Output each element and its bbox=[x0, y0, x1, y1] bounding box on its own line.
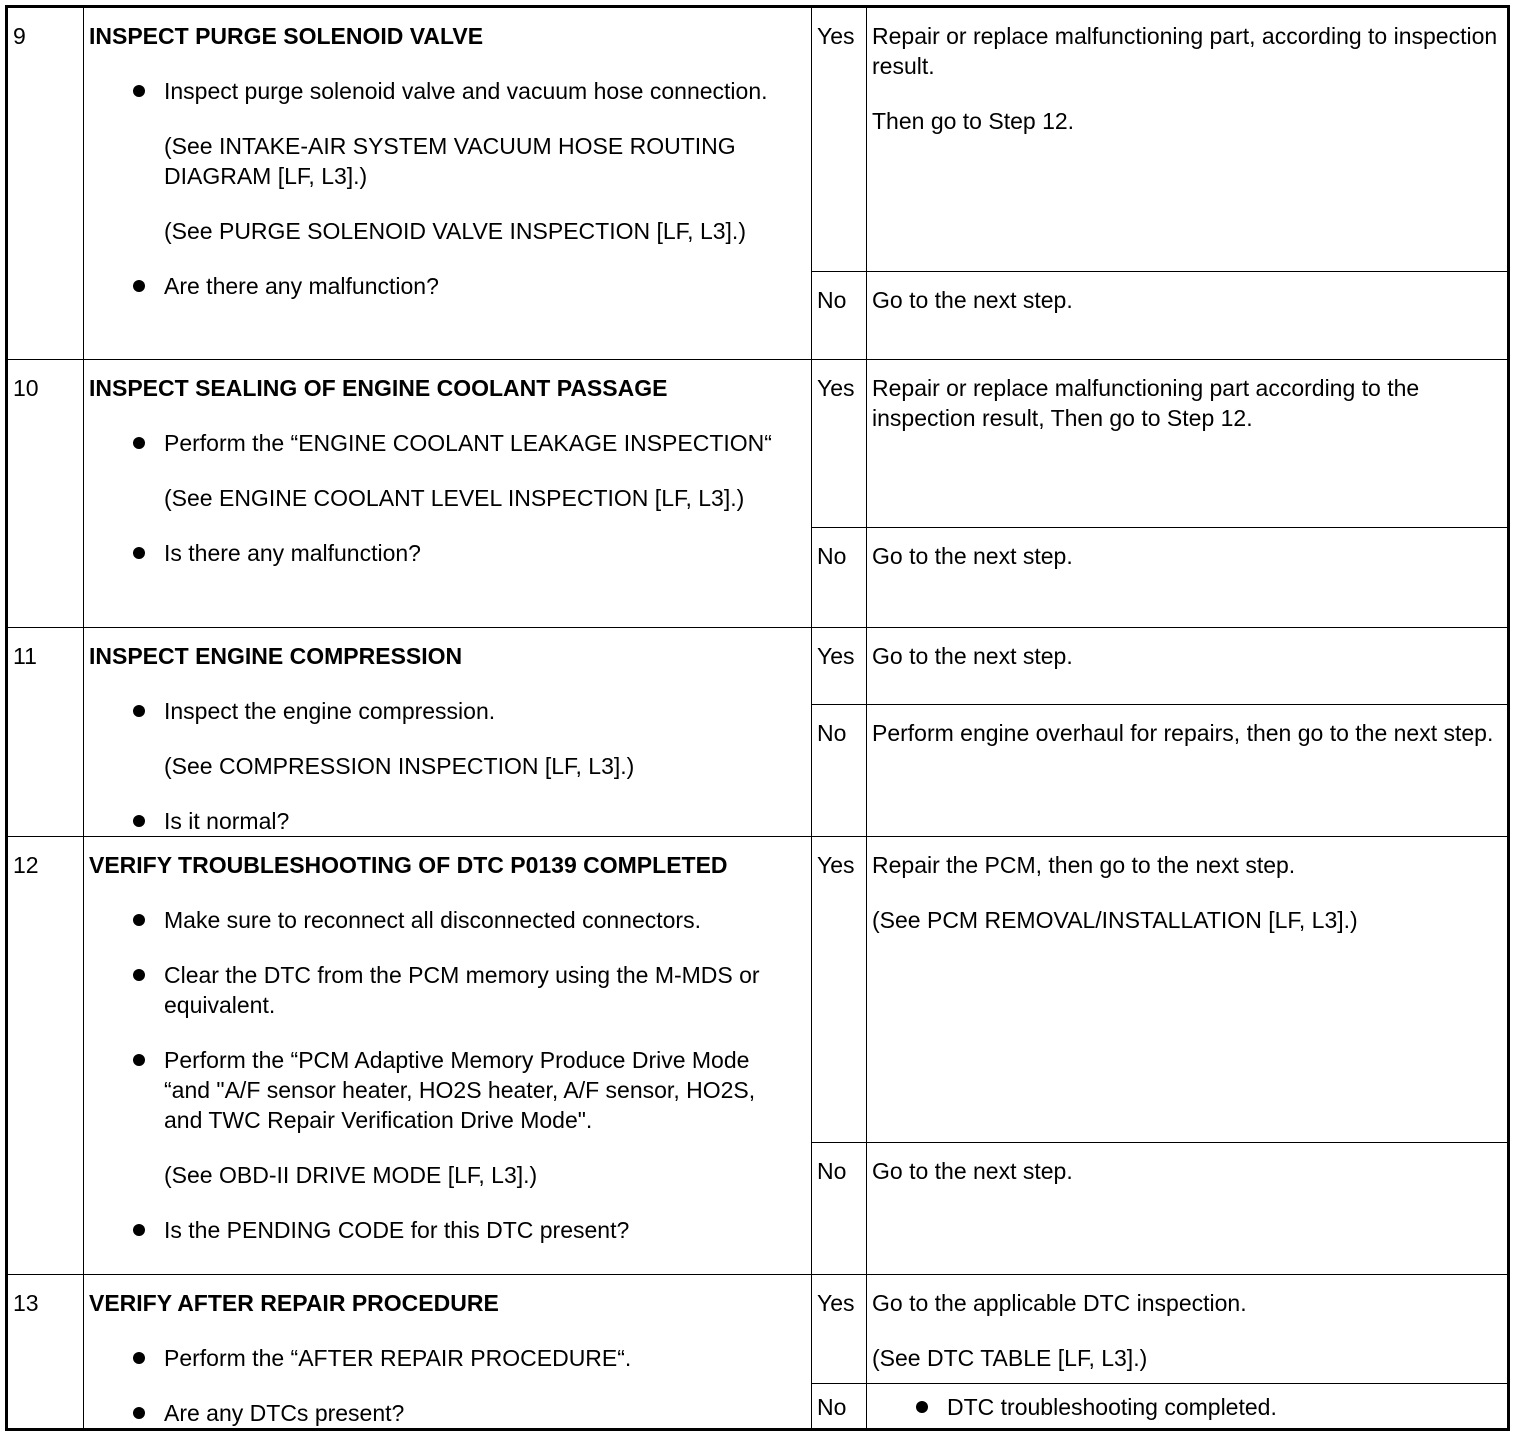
no-label: No bbox=[812, 272, 867, 360]
reference-link[interactable]: (See OBD-II DRIVE MODE [LF, L3].) bbox=[164, 1162, 538, 1188]
yes-label: Yes bbox=[812, 1275, 867, 1384]
step-row-yes bbox=[7, 837, 1509, 1143]
step-number: 9 bbox=[7, 7, 84, 360]
yes-action: Repair or replace malfunctioning part according to the inspection result, Then go to Step 12. bbox=[867, 360, 1509, 528]
procedure-bullet: Inspect the engine compression. bbox=[89, 696, 806, 726]
yes-action-text: Repair or replace malfunctioning part, according to inspection result. bbox=[872, 23, 1498, 79]
troubleshooting-table bbox=[5, 5, 1510, 1431]
no-label: No bbox=[812, 1143, 867, 1275]
procedure-bullet: Perform the “ENGINE COOLANT LEAKAGE INSPECTION“ bbox=[89, 428, 806, 458]
procedure-bullet: Perform the “AFTER REPAIR PROCEDURE“. bbox=[89, 1343, 806, 1373]
step-procedure bbox=[84, 1275, 812, 1430]
step-procedure bbox=[84, 7, 812, 360]
step-title: INSPECT PURGE SOLENOID VALVE bbox=[89, 23, 484, 49]
yes-label: Yes bbox=[812, 837, 867, 1143]
step-row-yes bbox=[7, 7, 1509, 272]
step-procedure bbox=[84, 360, 812, 628]
procedure-question: Is there any malfunction? bbox=[89, 538, 806, 568]
step-procedure bbox=[84, 628, 812, 837]
step-row-yes bbox=[7, 360, 1509, 528]
reference-link[interactable]: (See PCM REMOVAL/INSTALLATION [LF, L3].) bbox=[872, 907, 1358, 933]
no-label: No bbox=[812, 1383, 867, 1429]
no-label: No bbox=[812, 528, 867, 628]
procedure-question: Are any DTCs present? bbox=[89, 1398, 806, 1428]
step-title: INSPECT SEALING OF ENGINE COOLANT PASSAGE bbox=[89, 375, 668, 401]
yes-action-text: Go to the applicable DTC inspection. bbox=[872, 1290, 1247, 1316]
step-title: VERIFY TROUBLESHOOTING OF DTC P0139 COMPLETED bbox=[89, 852, 728, 878]
yes-label: Yes bbox=[812, 7, 867, 272]
yes-action bbox=[867, 7, 1509, 272]
no-action: Go to the next step. bbox=[867, 272, 1509, 360]
no-action bbox=[867, 1383, 1509, 1429]
step-procedure bbox=[84, 837, 812, 1275]
yes-action-text: Repair the PCM, then go to the next step. bbox=[872, 852, 1296, 878]
step-row-yes bbox=[7, 1275, 1509, 1384]
step-title: INSPECT ENGINE COMPRESSION bbox=[89, 643, 463, 669]
procedure-question: Is the PENDING CODE for this DTC present? bbox=[89, 1215, 806, 1245]
no-action: Go to the next step. bbox=[867, 1143, 1509, 1275]
yes-label: Yes bbox=[812, 360, 867, 528]
procedure-bullet: Perform the “PCM Adaptive Memory Produce Drive Mode “and "A/F sensor heater, HO2S heater, A/F sensor, HO2S, and TWC Repair Verification Drive Mode". bbox=[89, 1045, 806, 1135]
yes-action-text: Then go to Step 12. bbox=[872, 108, 1075, 134]
reference-link[interactable]: (See DTC TABLE [LF, L3].) bbox=[872, 1345, 1148, 1371]
procedure-question: Is it normal? bbox=[89, 806, 806, 836]
reference-link[interactable]: (See PURGE SOLENOID VALVE INSPECTION [LF, L3].) bbox=[164, 218, 746, 244]
no-action: Perform engine overhaul for repairs, then go to the next step. bbox=[867, 705, 1509, 837]
no-label: No bbox=[812, 705, 867, 837]
no-action: Go to the next step. bbox=[867, 528, 1509, 628]
step-number: 10 bbox=[7, 360, 84, 628]
reference-link[interactable]: (See COMPRESSION INSPECTION [LF, L3].) bbox=[164, 753, 635, 779]
step-title: VERIFY AFTER REPAIR PROCEDURE bbox=[89, 1290, 499, 1316]
procedure-bullet: Inspect purge solenoid valve and vacuum hose connection. bbox=[89, 76, 806, 106]
step-number: 11 bbox=[7, 628, 84, 837]
yes-action bbox=[867, 837, 1509, 1143]
procedure-bullet: Clear the DTC from the PCM memory using the M-MDS or equivalent. bbox=[89, 960, 806, 1020]
step-row-yes bbox=[7, 628, 1509, 705]
step-number: 13 bbox=[7, 1275, 84, 1430]
reference-link[interactable]: (See ENGINE COOLANT LEVEL INSPECTION [LF, L3].) bbox=[164, 485, 745, 511]
step-number: 12 bbox=[7, 837, 84, 1275]
yes-action: Go to the next step. bbox=[867, 628, 1509, 705]
procedure-bullet: Make sure to reconnect all disconnected connectors. bbox=[89, 905, 806, 935]
yes-label: Yes bbox=[812, 628, 867, 705]
procedure-question: Are there any malfunction? bbox=[89, 271, 806, 301]
yes-action bbox=[867, 1275, 1509, 1384]
reference-link[interactable]: (See INTAKE-AIR SYSTEM VACUUM HOSE ROUTING DIAGRAM [LF, L3].) bbox=[164, 133, 736, 189]
result-bullet: DTC troubleshooting completed. bbox=[872, 1392, 1502, 1422]
